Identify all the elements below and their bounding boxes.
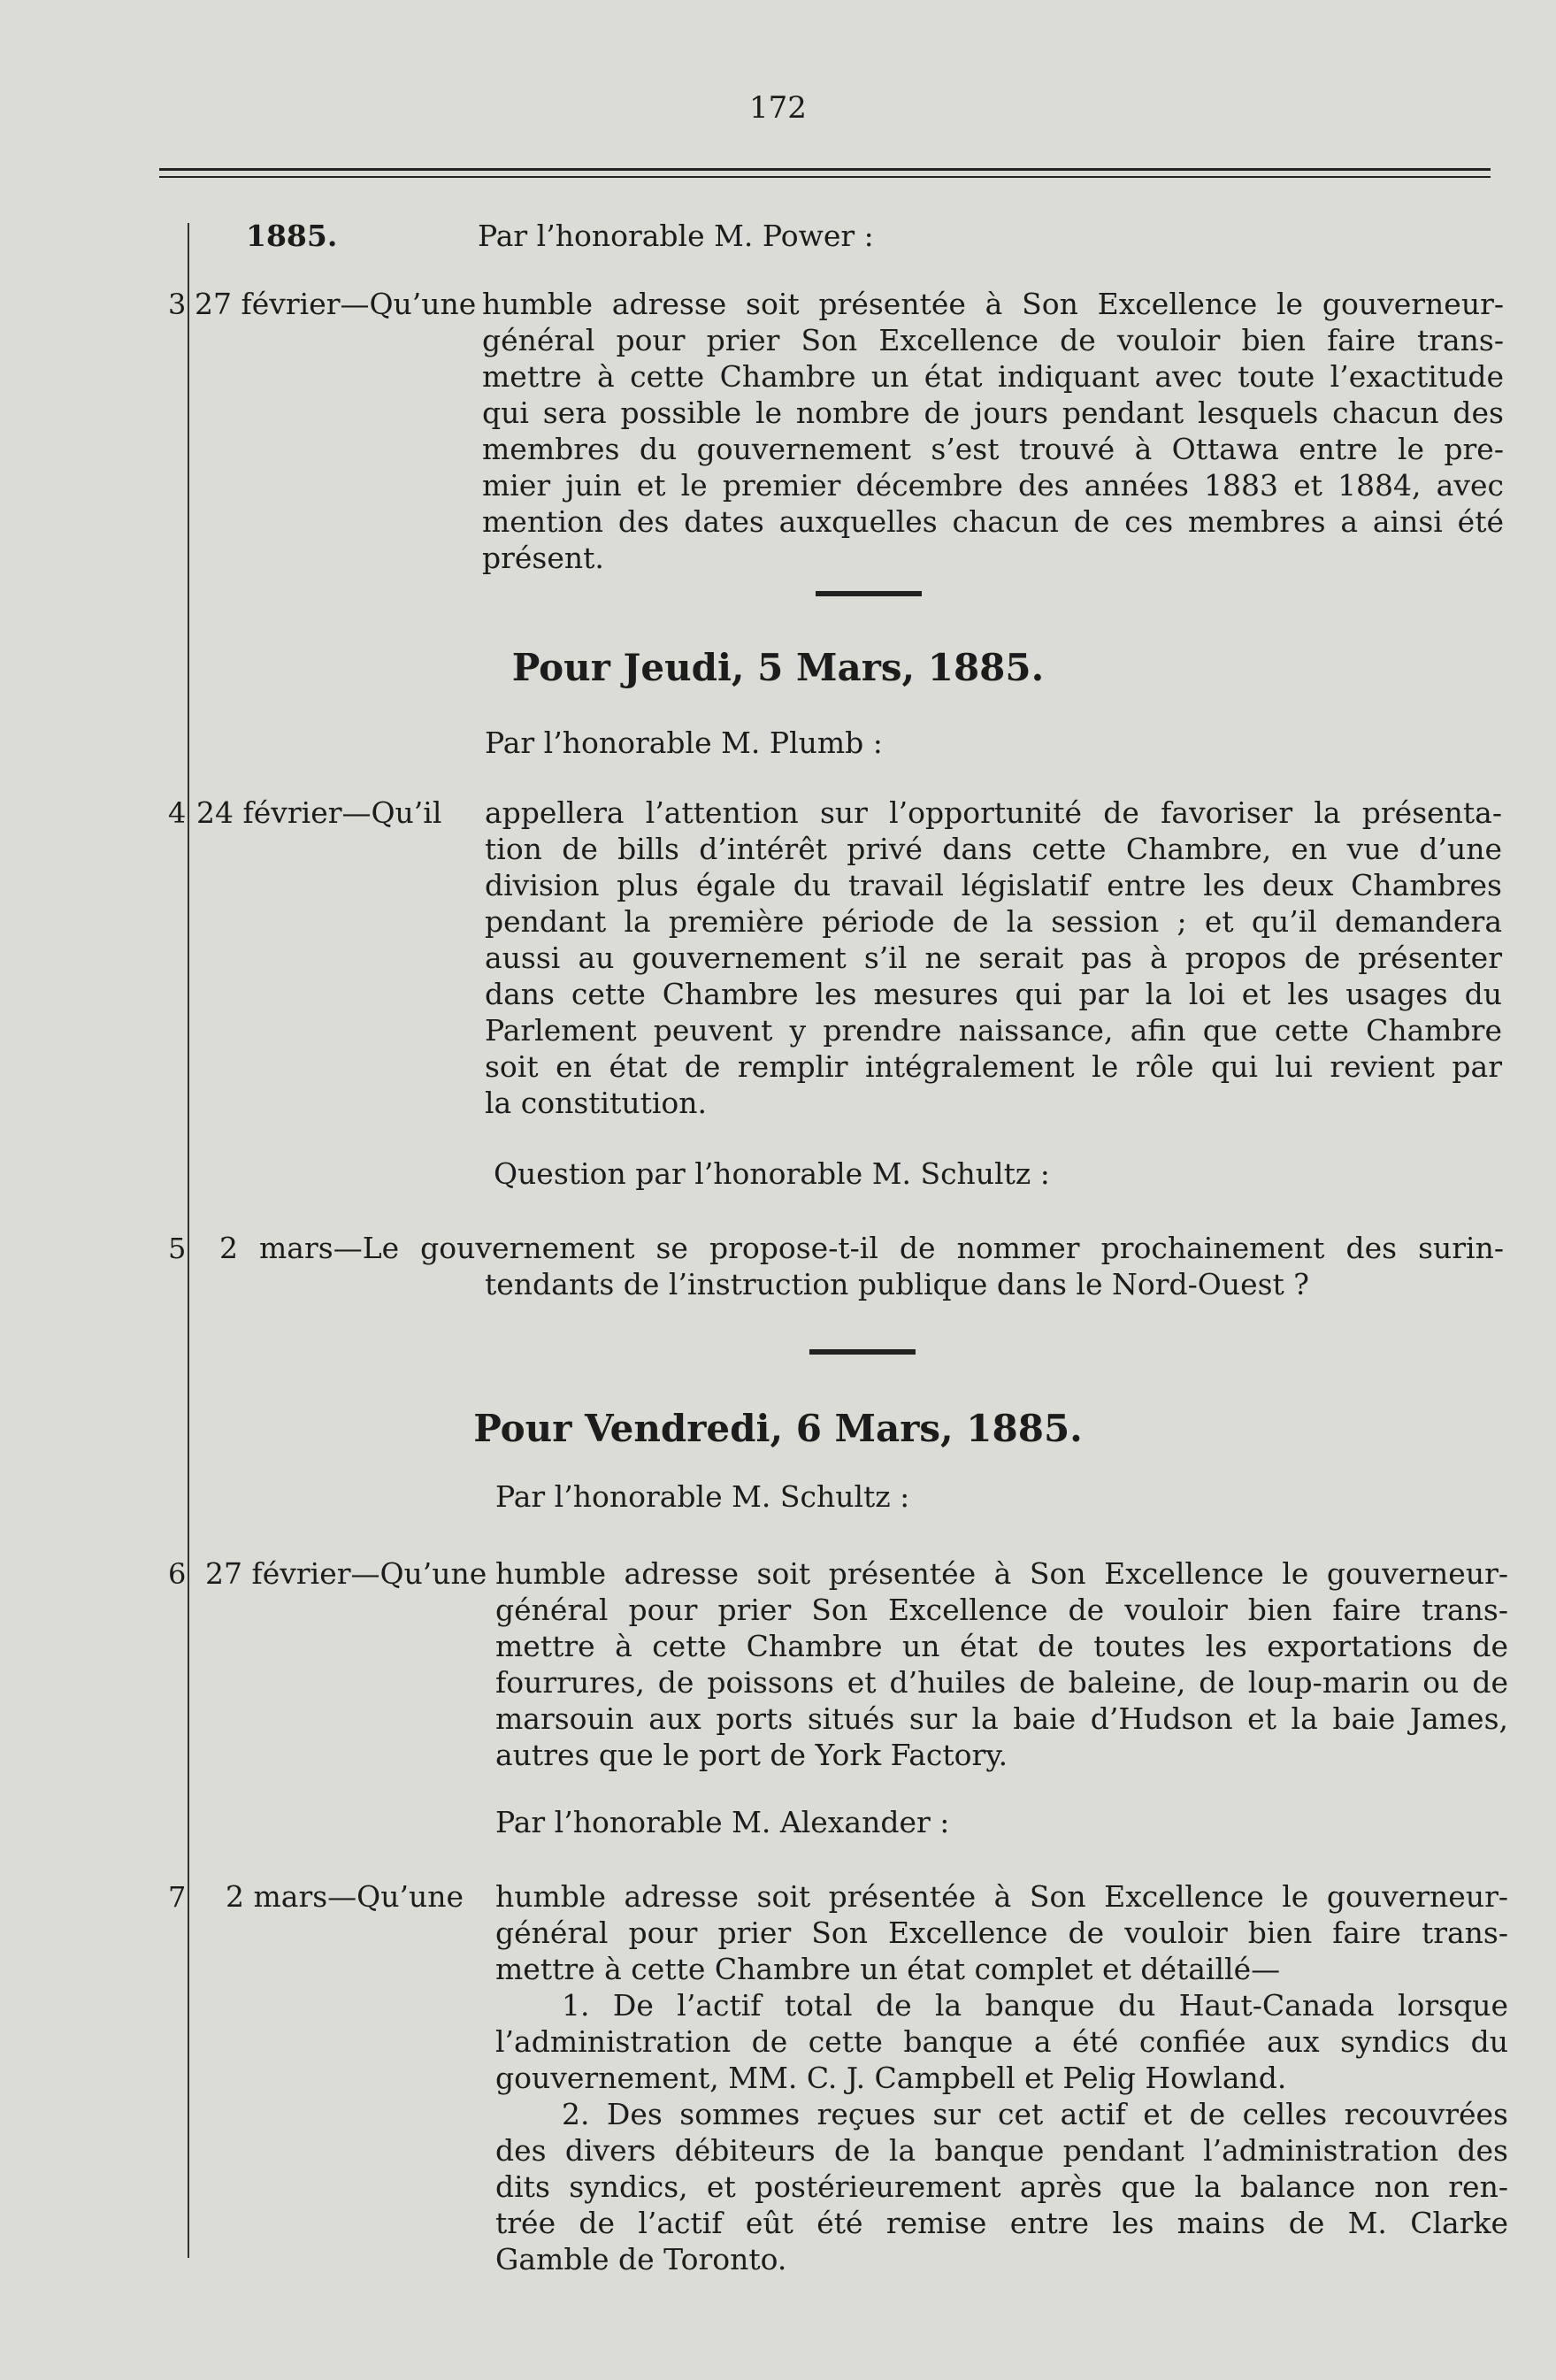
- motion-text-4: [485, 795, 1502, 1121]
- text-line: fourrures, de poissons et d’huiles de baleine, de loup-marin ou de: [495, 1665, 1508, 1700]
- page-number: 172: [749, 90, 807, 126]
- text-line: général pour prier Son Excellence de vouloir bien faire trans-: [495, 1593, 1508, 1627]
- section-divider-2: [809, 1349, 916, 1355]
- section-divider: [816, 591, 922, 596]
- motion-lead-4: 24 février—Qu’il: [196, 795, 442, 830]
- text-line: humble adresse soit présentée à Son Excellence le gouverneur-: [495, 1556, 1508, 1591]
- motion-author-plumb: Par l’honorable M. Plumb :: [485, 726, 883, 760]
- text-line: membres du gouvernement s’est trouvé à Ottawa entre le pre-: [482, 432, 1504, 466]
- text-line: pendant la première période de la session ; et qu’il demandera: [485, 904, 1502, 939]
- text-line: division plus égale du travail législatif entre les deux Chambres: [485, 868, 1502, 902]
- question-line-5: tendants de l’instruction publique dans le Nord-Ouest ?: [485, 1267, 1309, 1301]
- text-line: trée de l’actif eût été remise entre les mains de M. Clarke: [495, 2206, 1508, 2240]
- year-heading: 1885.: [246, 219, 338, 253]
- section-heading-jeudi: Pour Jeudi, 5 Mars, 1885.: [511, 646, 1045, 689]
- motion-author-schultz: Par l’honorable M. Schultz :: [495, 1479, 910, 1514]
- text-line: mier juin et le premier décembre des années 1883 et 1884, avec: [482, 468, 1504, 503]
- text-line: autres que le port de York Factory.: [495, 1738, 1008, 1772]
- motion-lead-6: 27 février—Qu’une: [205, 1556, 487, 1591]
- motion-text-6: [495, 1555, 1508, 1773]
- motion-text-7: [495, 1878, 1508, 2277]
- text-line: 2. Des sommes reçues sur cet actif et de celles recouvrées: [562, 2097, 1508, 2131]
- question-lead-5: 2 mars—Le gouvernement se propose-t-il de nommer prochainement des surin-: [219, 1231, 1504, 1265]
- motion-text-3: [482, 286, 1504, 576]
- text-line: humble adresse soit présentée à Son Excellence le gouverneur-: [482, 287, 1504, 321]
- section-heading-vendredi: Pour Vendredi, 6 Mars, 1885.: [473, 1407, 1083, 1450]
- text-line: appellera l’attention sur l’opportunité de favoriser la présenta-: [485, 795, 1502, 830]
- motion-author-power: Par l’honorable M. Power :: [478, 219, 874, 253]
- motion-author-alexander: Par l’honorable M. Alexander :: [495, 1805, 950, 1839]
- header-rule: [159, 168, 1491, 171]
- question-number-5: 5: [168, 1232, 187, 1265]
- text-line: Gamble de Toronto.: [495, 2242, 787, 2276]
- text-line: mettre à cette Chambre un état de toutes les exportations de: [495, 1629, 1508, 1663]
- text-line: dits syndics, et postérieurement après que la balance non ren-: [495, 2169, 1508, 2204]
- header-rule-thin: [159, 176, 1491, 178]
- text-line: des divers débiteurs de la banque pendant l’administration des: [495, 2133, 1508, 2168]
- text-line: soit en état de remplir intégralement le rôle qui lui revient par: [485, 1049, 1502, 1084]
- question-author-schultz: Question par l’honorable M. Schultz :: [494, 1156, 1050, 1191]
- text-line: humble adresse soit présentée à Son Excellence le gouverneur-: [495, 1879, 1508, 1914]
- margin-rule: [188, 223, 189, 2258]
- text-line: marsouin aux ports situés sur la baie d’Hudson et la baie James,: [495, 1701, 1508, 1736]
- text-line: présent.: [482, 541, 604, 575]
- text-line: général pour prier Son Excellence de vouloir bien faire trans-: [482, 323, 1504, 357]
- text-line: Parlement peuvent y prendre naissance, afin que cette Chambre: [485, 1013, 1502, 1048]
- text-line: la constitution.: [485, 1086, 708, 1120]
- motion-number-7: 7: [168, 1880, 187, 1914]
- motion-lead-7: 2 mars—Qu’une: [226, 1879, 464, 1914]
- text-line: mettre à cette Chambre un état complet et détaillé—: [495, 1952, 1281, 1986]
- text-line: aussi au gouvernement s’il ne serait pas à propos de présenter: [485, 940, 1502, 975]
- text-line: qui sera possible le nombre de jours pendant lesquels chacun des: [482, 395, 1504, 430]
- motion-number-3: 3: [168, 288, 187, 321]
- text-line: l’administration de cette banque a été confiée aux syndics du: [495, 2024, 1508, 2059]
- text-line: gouvernement, MM. C. J. Campbell et Pelig Howland.: [495, 2061, 1287, 2095]
- motion-number-6: 6: [168, 1557, 187, 1591]
- text-line: mettre à cette Chambre un état indiquant avec toute l’exactitude: [482, 359, 1504, 394]
- text-line: dans cette Chambre les mesures qui par la loi et les usages du: [485, 977, 1502, 1011]
- text-line: tion de bills d’intérêt privé dans cette Chambre, en vue d’une: [485, 832, 1502, 866]
- motion-lead-3: 27 février—Qu’une: [195, 287, 477, 321]
- text-line: 1. De l’actif total de la banque du Haut-Canada lorsque: [562, 1988, 1508, 2023]
- text-line: général pour prier Son Excellence de vouloir bien faire trans-: [495, 1916, 1508, 1950]
- text-line: mention des dates auxquelles chacun de ces membres a ainsi été: [482, 504, 1504, 539]
- motion-number-4: 4: [168, 796, 187, 830]
